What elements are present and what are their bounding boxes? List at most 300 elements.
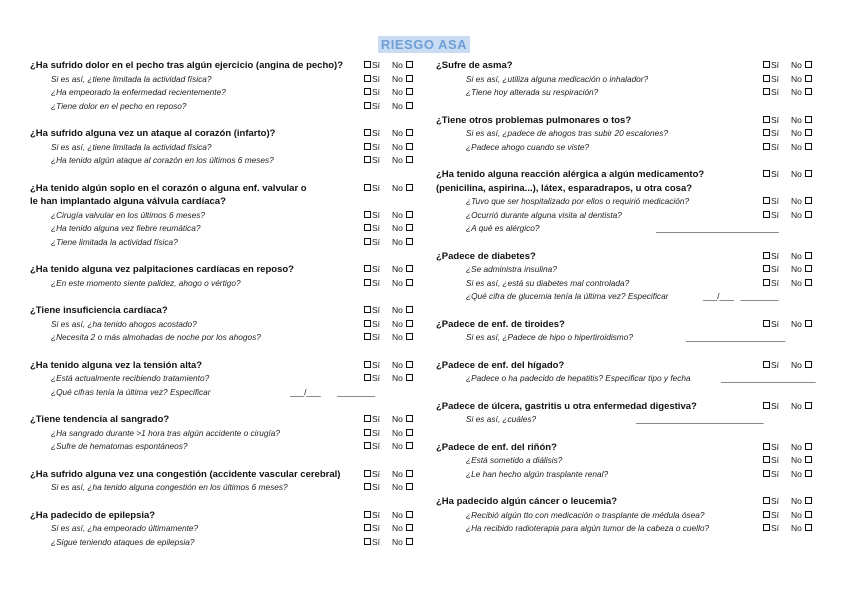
yes-option <box>363 359 392 373</box>
sub-question-row <box>30 222 422 236</box>
no-option <box>392 155 414 165</box>
no-option <box>392 373 414 383</box>
sub-question-text: ¿Sigue teniendo ataques de epilepsia? <box>51 536 195 547</box>
sub-question-row <box>30 73 422 87</box>
question-text: ¿Padece de úlcera, gastritis u otra enfermedad digestiva? <box>436 400 697 412</box>
question-row <box>436 400 826 414</box>
no-option <box>392 87 414 97</box>
no-option <box>791 455 813 465</box>
no-checkbox[interactable] <box>805 129 812 136</box>
no-checkbox[interactable] <box>805 265 812 272</box>
no-label: No <box>791 455 802 465</box>
yes-option <box>363 127 392 141</box>
question-text: ¿Padece de diabetes? <box>436 250 536 262</box>
sub-question-row <box>436 86 826 100</box>
question-block <box>30 359 422 400</box>
yes-option <box>762 73 791 87</box>
no-option <box>392 441 414 451</box>
question-text: ¿Ha padecido de epilepsia? <box>30 509 156 521</box>
yes-no-options <box>363 522 414 536</box>
yes-option <box>762 127 791 141</box>
yes-checkbox[interactable] <box>364 429 371 436</box>
yes-checkbox[interactable] <box>763 129 770 136</box>
no-checkbox[interactable] <box>805 197 812 204</box>
answer-blank-line[interactable]: __________________________ <box>656 223 779 233</box>
yes-option <box>363 209 392 223</box>
yes-option <box>363 468 392 482</box>
yes-option <box>762 522 791 536</box>
yes-label: Sí <box>372 87 381 97</box>
no-label: No <box>791 277 802 288</box>
sub-question-text: Si es así, ¿cuáles? <box>466 414 537 424</box>
yes-checkbox[interactable] <box>364 265 371 272</box>
yes-checkbox[interactable] <box>364 306 371 313</box>
yes-no-options <box>363 509 414 523</box>
yes-checkbox[interactable] <box>763 470 770 477</box>
no-checkbox[interactable] <box>406 211 413 218</box>
no-checkbox[interactable] <box>805 361 812 368</box>
yes-no-options <box>762 522 813 536</box>
sub-question-text: Si es así, ¿ha tenido ahogos acostado? <box>51 318 197 329</box>
no-option <box>392 428 414 438</box>
no-label: No <box>791 264 802 274</box>
sub-question-text: Si es así, ¿padece de ahogos tras subir 20 escalones? <box>466 128 669 138</box>
yes-no-options <box>363 359 414 373</box>
yes-checkbox[interactable] <box>763 61 770 68</box>
question-block <box>30 468 422 495</box>
question-row <box>30 127 422 141</box>
question-row <box>30 195 422 209</box>
yes-checkbox[interactable] <box>364 88 371 95</box>
yes-checkbox[interactable] <box>364 211 371 218</box>
question-block <box>436 114 826 155</box>
question-row <box>436 359 826 373</box>
yes-checkbox[interactable] <box>364 143 371 150</box>
yes-label: Sí <box>372 155 381 165</box>
yes-label: Sí <box>771 114 780 125</box>
yes-checkbox[interactable] <box>364 129 371 136</box>
sub-question-row <box>436 468 826 482</box>
yes-no-options <box>363 318 414 332</box>
answer-blank-line[interactable]: ___________________________ <box>636 414 764 424</box>
yes-checkbox[interactable] <box>763 361 770 368</box>
yes-option <box>762 59 791 73</box>
sub-question-row <box>436 372 826 386</box>
no-checkbox[interactable] <box>805 88 812 95</box>
no-option <box>791 142 813 152</box>
yes-label: Sí <box>771 468 780 479</box>
yes-checkbox[interactable] <box>763 443 770 450</box>
yes-label: Sí <box>372 305 381 315</box>
no-checkbox[interactable] <box>406 129 413 136</box>
sub-question-row <box>436 73 826 87</box>
question-block <box>30 509 422 550</box>
answer-blank-line[interactable]: ___/___ ________ <box>703 291 779 301</box>
no-label: No <box>392 427 403 438</box>
yes-checkbox[interactable] <box>364 538 371 545</box>
no-option <box>392 278 414 288</box>
sub-question-text: ¿Se administra insulina? <box>466 264 557 274</box>
no-checkbox[interactable] <box>805 75 812 82</box>
sub-question-row <box>436 413 826 427</box>
yes-checkbox[interactable] <box>763 170 770 177</box>
no-checkbox[interactable] <box>406 511 413 518</box>
yes-checkbox[interactable] <box>364 415 371 422</box>
no-option <box>791 128 813 138</box>
sub-question-text: ¿Ha empeorado la enfermedad recientemente? <box>51 87 226 97</box>
yes-checkbox[interactable] <box>364 442 371 449</box>
sub-question-text: ¿Ocurrió durante alguna visita al dentista? <box>466 209 622 220</box>
yes-checkbox[interactable] <box>364 374 371 381</box>
question-row <box>30 413 422 427</box>
no-option <box>392 305 414 315</box>
yes-checkbox[interactable] <box>763 143 770 150</box>
question-text: ¿Tiene otros problemas pulmonares o tos? <box>436 114 632 126</box>
no-checkbox[interactable] <box>406 88 413 95</box>
yes-checkbox[interactable] <box>763 265 770 272</box>
question-row <box>436 495 826 509</box>
question-row <box>30 182 422 196</box>
yes-no-options <box>762 127 813 141</box>
no-label: No <box>392 277 403 288</box>
no-checkbox[interactable] <box>406 75 413 82</box>
yes-no-options <box>363 86 414 100</box>
yes-label: Sí <box>372 128 381 138</box>
yes-no-options <box>363 127 414 141</box>
no-checkbox[interactable] <box>406 470 413 477</box>
yes-checkbox[interactable] <box>763 320 770 327</box>
question-text: ¿Ha tenido algún soplo en el corazón o alguna enf. valvular o <box>30 182 307 194</box>
no-checkbox[interactable] <box>805 61 812 68</box>
yes-checkbox[interactable] <box>763 252 770 259</box>
yes-checkbox[interactable] <box>763 75 770 82</box>
question-row <box>436 318 826 332</box>
yes-label: Sí <box>372 468 381 479</box>
no-label: No <box>392 100 403 111</box>
yes-label: Sí <box>771 509 780 520</box>
no-checkbox[interactable] <box>406 524 413 531</box>
no-checkbox[interactable] <box>406 415 413 422</box>
yes-label: Sí <box>771 496 780 506</box>
sub-question-text: Si es así, ¿está su diabetes mal controlada? <box>466 277 630 288</box>
no-option <box>791 510 813 520</box>
no-label: No <box>392 223 403 233</box>
no-checkbox[interactable] <box>406 483 413 490</box>
question-block <box>30 413 422 454</box>
yes-checkbox[interactable] <box>364 184 371 191</box>
yes-label: Sí <box>372 182 381 193</box>
sub-question-text: ¿Recibió algún tto con medicación o trasplante de médula ósea? <box>466 509 705 520</box>
no-checkbox[interactable] <box>805 402 812 409</box>
no-option <box>791 401 813 411</box>
yes-no-options <box>762 441 813 455</box>
answer-blank-line[interactable]: ____________________ <box>721 373 816 383</box>
no-checkbox[interactable] <box>805 470 812 477</box>
no-checkbox[interactable] <box>406 333 413 340</box>
form-title-container <box>0 36 848 54</box>
question-block <box>30 304 422 345</box>
yes-label: Sí <box>372 332 381 342</box>
yes-checkbox[interactable] <box>364 333 371 340</box>
yes-option <box>762 168 791 182</box>
no-label: No <box>392 523 403 533</box>
yes-label: Sí <box>372 359 381 370</box>
yes-label: Sí <box>372 373 381 383</box>
answer-blank-line[interactable]: _____________________ <box>686 332 786 342</box>
yes-no-options <box>363 277 414 291</box>
sub-question-row <box>30 536 422 550</box>
yes-checkbox[interactable] <box>364 238 371 245</box>
no-checkbox[interactable] <box>406 102 413 109</box>
question-text: ¿Ha sufrido dolor en el pecho tras algún ejercicio (angina de pecho)? <box>30 60 344 71</box>
yes-checkbox[interactable] <box>763 402 770 409</box>
no-option <box>791 74 813 84</box>
no-checkbox[interactable] <box>406 306 413 313</box>
yes-no-options <box>363 141 414 155</box>
no-checkbox[interactable] <box>805 279 812 286</box>
yes-option <box>762 359 791 373</box>
answer-blank-line[interactable]: ___/___ ________ <box>290 386 376 397</box>
yes-option <box>762 263 791 277</box>
question-block <box>30 127 422 168</box>
no-option <box>392 183 414 193</box>
yes-option <box>363 481 392 495</box>
yes-option <box>762 400 791 414</box>
yes-label: Sí <box>372 264 381 274</box>
no-checkbox[interactable] <box>406 279 413 286</box>
no-label: No <box>392 305 403 315</box>
no-checkbox[interactable] <box>805 497 812 504</box>
sub-question-row <box>30 481 422 495</box>
no-checkbox[interactable] <box>805 511 812 518</box>
yes-label: Sí <box>771 87 780 97</box>
yes-checkbox[interactable] <box>364 75 371 82</box>
yes-checkbox[interactable] <box>763 211 770 218</box>
no-label: No <box>791 141 802 152</box>
no-label: No <box>392 359 403 370</box>
no-checkbox[interactable] <box>406 156 413 163</box>
no-option <box>791 210 813 220</box>
no-option <box>791 251 813 261</box>
yes-option <box>363 536 392 550</box>
sub-question-text: ¿Necesita 2 o más almohadas de noche por los ahogos? <box>51 332 261 342</box>
no-checkbox[interactable] <box>805 456 812 463</box>
sub-question-text: ¿Le han hecho algún trasplante renal? <box>466 468 609 479</box>
no-checkbox[interactable] <box>406 320 413 327</box>
left-column <box>30 59 422 549</box>
sub-question-row <box>30 100 422 114</box>
yes-checkbox[interactable] <box>364 470 371 477</box>
yes-no-options <box>762 141 813 155</box>
yes-no-options <box>363 182 414 196</box>
yes-no-options <box>762 263 813 277</box>
sub-question-row <box>436 127 826 141</box>
no-option <box>392 332 414 342</box>
yes-option <box>762 454 791 468</box>
no-checkbox[interactable] <box>406 361 413 368</box>
no-label: No <box>791 318 802 329</box>
question-row <box>436 250 826 264</box>
no-checkbox[interactable] <box>805 211 812 218</box>
yes-label: Sí <box>372 100 381 111</box>
no-option <box>392 319 414 329</box>
yes-option <box>762 495 791 509</box>
no-option <box>392 223 414 233</box>
no-label: No <box>791 441 802 452</box>
yes-label: Sí <box>771 318 780 329</box>
yes-option <box>363 413 392 427</box>
yes-option <box>363 222 392 236</box>
no-checkbox[interactable] <box>406 184 413 191</box>
sub-question-text: ¿Está sometido a diálisis? <box>466 455 563 465</box>
sub-question-text: Si es así, ¿tiene limitada la actividad física? <box>51 141 212 152</box>
no-label: No <box>392 141 403 152</box>
yes-checkbox[interactable] <box>763 116 770 123</box>
yes-option <box>363 427 392 441</box>
yes-label: Sí <box>771 128 780 138</box>
yes-checkbox[interactable] <box>763 197 770 204</box>
yes-checkbox[interactable] <box>364 524 371 531</box>
yes-no-options <box>762 495 813 509</box>
sub-question-text: ¿Cirugía valvular en los últimos 6 meses? <box>51 209 206 220</box>
yes-option <box>363 59 392 73</box>
sub-question-text: ¿Padece o ha padecido de hepatitis? Especificar tipo y fecha <box>466 373 691 383</box>
yes-checkbox[interactable] <box>763 456 770 463</box>
no-checkbox[interactable] <box>406 442 413 449</box>
yes-checkbox[interactable] <box>364 320 371 327</box>
yes-label: Sí <box>771 196 780 206</box>
yes-label: Sí <box>771 400 780 411</box>
yes-checkbox[interactable] <box>364 279 371 286</box>
yes-checkbox[interactable] <box>364 511 371 518</box>
no-label: No <box>392 441 403 451</box>
no-checkbox[interactable] <box>406 224 413 231</box>
sub-question-row <box>30 372 422 386</box>
yes-checkbox[interactable] <box>364 483 371 490</box>
no-label: No <box>791 359 802 370</box>
question-text: ¿Padece de enf. del hígado? <box>436 359 565 371</box>
yes-checkbox[interactable] <box>364 102 371 109</box>
no-label: No <box>791 250 802 261</box>
sub-question-row <box>30 318 422 332</box>
no-option <box>791 496 813 506</box>
sub-question-text: ¿Tiene hoy alterada su respiración? <box>466 87 599 97</box>
yes-option <box>762 441 791 455</box>
no-option <box>392 128 414 138</box>
no-checkbox[interactable] <box>805 252 812 259</box>
question-block <box>30 182 422 250</box>
yes-no-options <box>762 114 813 128</box>
yes-label: Sí <box>372 236 381 247</box>
sub-question-text: Si es así, ¿ha tenido alguna congestión en los últimos 6 meses? <box>51 482 288 492</box>
question-text: ¿Ha padecido algún cáncer o leucemia? <box>436 496 618 507</box>
no-checkbox[interactable] <box>805 320 812 327</box>
yes-no-options <box>762 277 813 291</box>
yes-checkbox[interactable] <box>763 524 770 531</box>
yes-no-options <box>363 73 414 87</box>
question-row <box>436 168 826 182</box>
yes-label: Sí <box>372 73 381 84</box>
sub-question-row <box>30 154 422 168</box>
no-option <box>392 469 414 479</box>
no-checkbox[interactable] <box>406 143 413 150</box>
yes-no-options <box>762 168 813 182</box>
no-checkbox[interactable] <box>406 374 413 381</box>
no-checkbox[interactable] <box>805 143 812 150</box>
yes-checkbox[interactable] <box>763 511 770 518</box>
question-block <box>436 59 826 100</box>
no-label: No <box>392 264 403 274</box>
yes-option <box>363 100 392 114</box>
yes-option <box>363 372 392 386</box>
yes-no-options <box>762 318 813 332</box>
no-option <box>791 523 813 533</box>
no-checkbox[interactable] <box>406 429 413 436</box>
yes-checkbox[interactable] <box>364 156 371 163</box>
sub-question-row <box>30 236 422 250</box>
sub-question-row <box>436 277 826 291</box>
no-checkbox[interactable] <box>406 61 413 68</box>
no-label: No <box>791 523 802 533</box>
question-block <box>436 250 826 304</box>
yes-checkbox[interactable] <box>763 88 770 95</box>
yes-option <box>762 209 791 223</box>
sub-question-row <box>436 290 826 304</box>
yes-label: Sí <box>771 277 780 288</box>
yes-checkbox[interactable] <box>763 497 770 504</box>
no-label: No <box>791 400 802 411</box>
yes-no-options <box>762 195 813 209</box>
question-text: ¿Ha sufrido alguna vez un ataque al corazón (infarto)? <box>30 128 276 139</box>
no-checkbox[interactable] <box>406 238 413 245</box>
sub-question-row <box>30 522 422 536</box>
no-label: No <box>392 87 403 97</box>
sub-question-row <box>436 263 826 277</box>
no-option <box>392 510 414 520</box>
no-label: No <box>791 128 802 138</box>
yes-label: Sí <box>771 441 780 452</box>
yes-option <box>363 331 392 345</box>
yes-checkbox[interactable] <box>763 279 770 286</box>
no-label: No <box>392 414 403 424</box>
yes-checkbox[interactable] <box>364 224 371 231</box>
no-label: No <box>791 509 802 520</box>
no-checkbox[interactable] <box>406 538 413 545</box>
question-row <box>30 359 422 373</box>
sub-question-row <box>30 141 422 155</box>
no-checkbox[interactable] <box>805 443 812 450</box>
question-row <box>436 441 826 455</box>
no-checkbox[interactable] <box>406 265 413 272</box>
question-text: (penicilina, aspirina...), látex, esparadrapos, u otra cosa? <box>436 182 693 194</box>
sub-question-row <box>30 277 422 291</box>
no-checkbox[interactable] <box>805 524 812 531</box>
yes-no-options <box>762 250 813 264</box>
yes-label: Sí <box>771 455 780 465</box>
yes-no-options <box>363 331 414 345</box>
yes-no-options <box>363 413 414 427</box>
yes-no-options <box>363 59 414 73</box>
yes-option <box>363 522 392 536</box>
no-checkbox[interactable] <box>805 170 812 177</box>
yes-option <box>762 250 791 264</box>
yes-option <box>363 263 392 277</box>
yes-option <box>762 277 791 291</box>
no-checkbox[interactable] <box>805 116 812 123</box>
yes-checkbox[interactable] <box>364 61 371 68</box>
yes-checkbox[interactable] <box>364 361 371 368</box>
no-option <box>392 60 414 70</box>
